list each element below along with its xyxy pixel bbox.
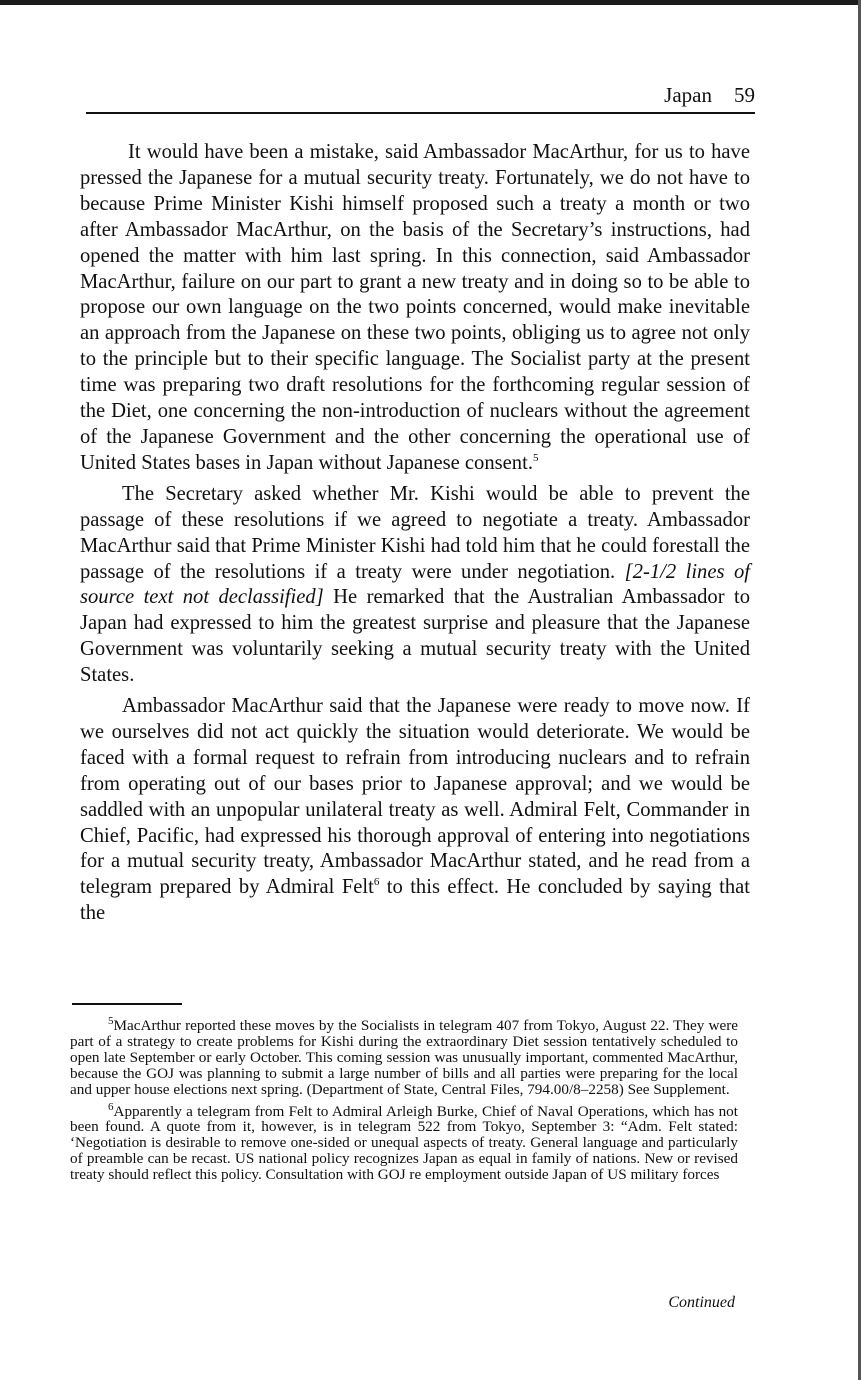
footnote-5-marker: 5 (108, 1015, 114, 1027)
redaction-note: [2-1/2 lines of source text not declassified] (80, 560, 750, 609)
paragraph-2-text-end: He remarked that the Australian Ambassador to Japan had expressed to him the greatest surprise and pleasure that the Japanese Government was voluntarily seeking a mutual security treaty with the United States. (80, 586, 751, 687)
paragraph-3-text-start: Ambassador MacArthur said that the Japanese were ready to move now. If we ourselves did not act quickly the situation would deteriorate. We would be faced with a formal request to refrain from introducing nuclears and to refrain from operating out of our bases prior to Japanese approval; and we would be saddled with an unpopular unilateral treaty as well. Admiral Felt, Commander in Chief, Pacific, had expressed his thorough approval of entering into negotiations for a mutual security treaty, Ambassador MacArthur stated, and he read from a telegram prepared by Admiral Felt (80, 695, 750, 899)
page-header (86, 82, 755, 114)
paragraph-1 (80, 140, 750, 477)
footnote-divider (72, 1003, 182, 1005)
footnote-ref-5[interactable]: 5 (532, 451, 539, 464)
paragraph-3 (80, 694, 750, 927)
footnote-5 (70, 1015, 738, 1098)
footnote-6-text: Apparently a telegram from Felt to Admiral Arleigh Burke, Chief of Naval Operations, which has not been found. A quote from it, however, is in telegram 522 from Tokyo, September 3: “Adm. Felt stated: ‘Negotiation is desirable to remove one-sided or unequal aspects of treaty. General language and particularly of preamble can be recast. US national policy recognizes Japan as equal in family of nations. New or revised treaty should reflect this policy. Consultation with GOJ re employment outside Japan of US military forces (70, 1102, 738, 1184)
footnote-5-text: MacArthur reported these moves by the Socialists in telegram 407 from Tokyo, August 22. They were part of a strategy to create problems for Kishi during the extraordinary Diet session tentatively scheduled to open late September or early October. This coming session was unusually important, commented MacArthur, because the GOJ was planning to submit a large number of bills and all parties were preparing for the local and upper house elections next spring. (Department of State, Central Files, 794.00/8–2258) See Supplement. (70, 1017, 738, 1098)
paragraph-1-text: It would have been a mistake, said Ambassador MacArthur, for us to have pressed the Japanese for a mutual security treaty. Fortunately, we do not have to because Prime Minister Kishi himself proposed such a treaty a month or two after Ambassador MacArthur, on the basis of the Secretary’s instructions, had opened the matter with him last spring. In this connection, said Ambassador MacArthur, failure on our part to grant a new treaty and in doing so to be able to propose our own language on the two points concerned, would make inevitable an approach from the Japanese on these two points, obliging us to agree not only to the principle but to their specific language. The Socialist party at the present time was preparing two draft resolutions for the forthcoming regular session of the Diet, one concerning the non-introduction of nuclears without the agreement of the Japanese Government and the other concerning the operational use of United States bases in Japan without Japanese consent. (80, 141, 750, 474)
body-text (80, 140, 750, 932)
footnotes (70, 1015, 738, 1189)
page-number: 59 (734, 83, 755, 107)
paragraph-2 (80, 482, 750, 689)
page-top-edge (0, 0, 861, 5)
running-head (664, 83, 755, 108)
footnote-6-marker: 6 (108, 1100, 114, 1113)
running-title: Japan (664, 83, 712, 107)
continued-label: Continued (668, 1294, 735, 1311)
footnote-6 (70, 1100, 738, 1184)
paragraph-2-text-start: The Secretary asked whether Mr. Kishi would be able to prevent the passage of these resolutions if we agreed to negotiate a treaty. Ambassador MacArthur said that Prime Minister Kishi had told him that he could forestall the passage of the resolutions if a treaty were under negotiation. (80, 482, 750, 583)
footnote-ref-6[interactable]: 6 (373, 876, 380, 889)
paragraph-3-text-end: to this effect. He concluded by saying that the (80, 876, 750, 925)
